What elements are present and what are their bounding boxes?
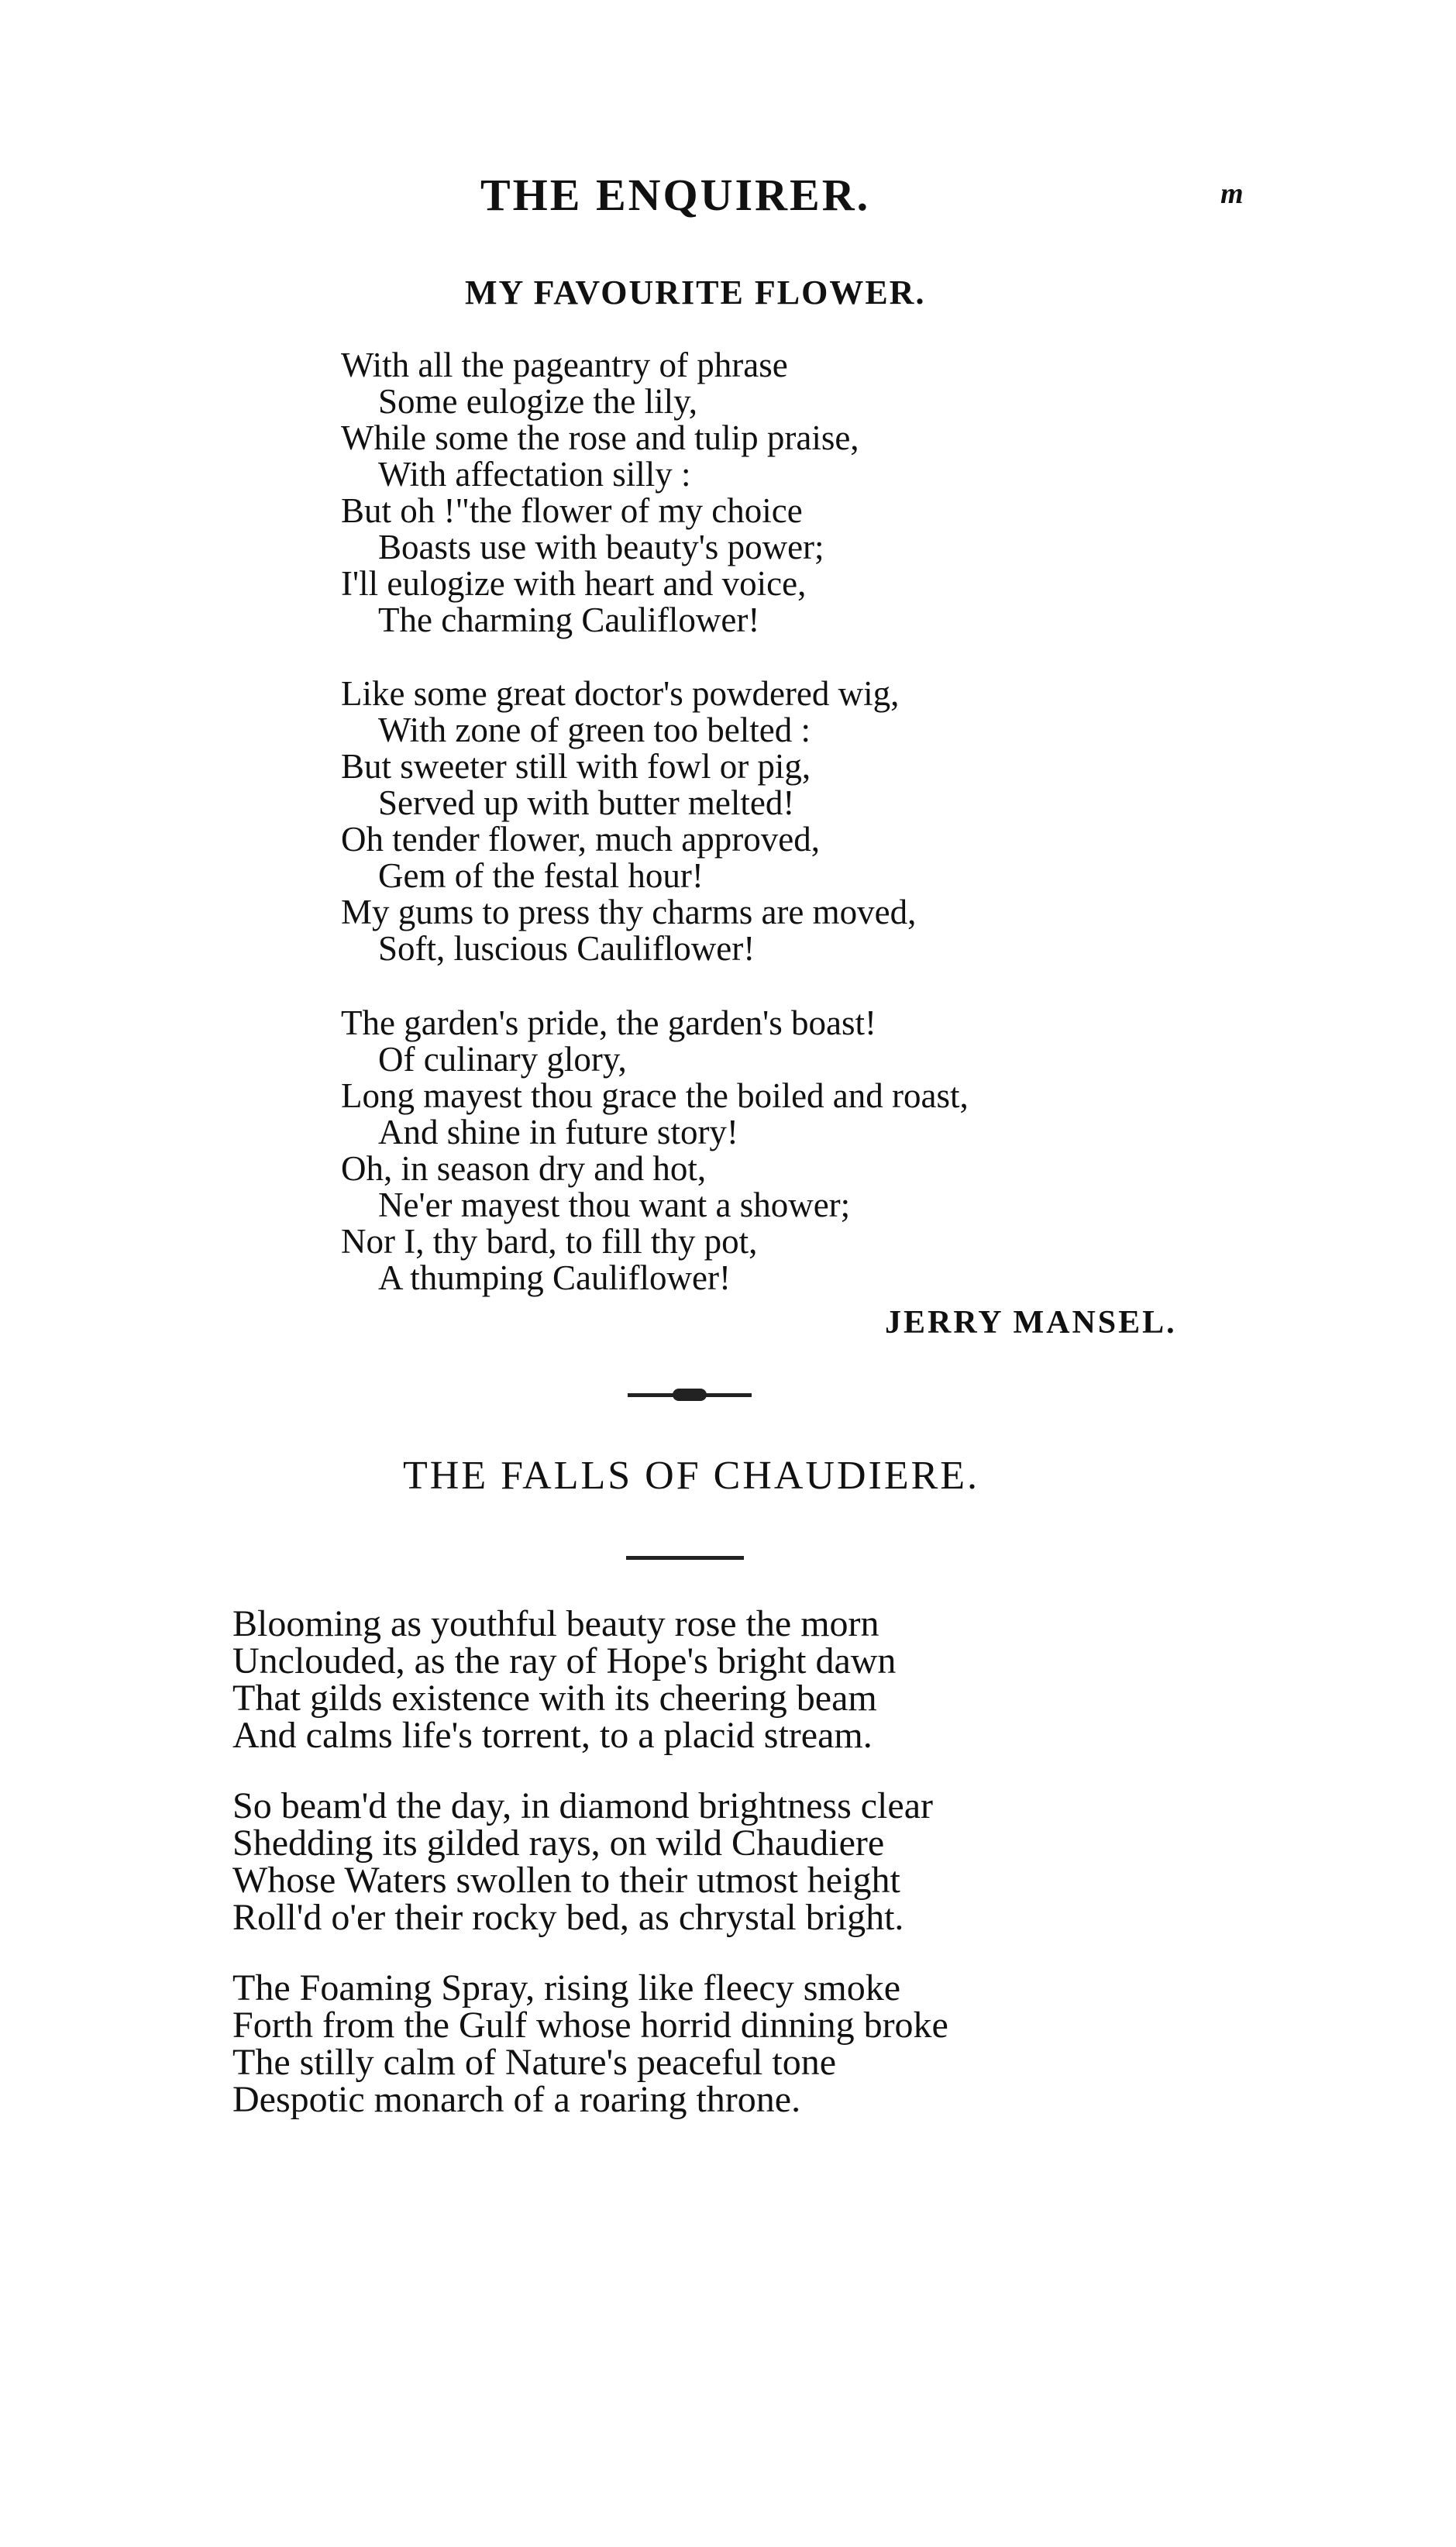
- poem-line: With affectation silly :: [378, 455, 691, 494]
- poem-line: Oh tender flower, much approved,: [341, 820, 820, 859]
- poem-line: Boasts use with beauty's power;: [378, 528, 824, 566]
- poem-line: But oh !"the flower of my choice: [341, 491, 803, 530]
- poem-title-favourite-flower: MY FAVOURITE FLOWER.: [465, 274, 926, 311]
- poem-stanza: [232, 1603, 897, 1756]
- poem-line: Blooming as youthful beauty rose the morn: [232, 1603, 879, 1644]
- poem-line: Served up with butter melted!: [378, 783, 795, 822]
- poem-title-falls-of-chaudiere: THE FALLS OF CHAUDIERE.: [403, 1454, 980, 1498]
- poem-line: That gilds existence with its cheering beam: [232, 1678, 877, 1719]
- poem-line: Like some great doctor's powdered wig,: [341, 674, 900, 713]
- poem-line: And shine in future story!: [378, 1113, 738, 1151]
- poem-line: Of culinary glory,: [378, 1040, 627, 1079]
- poem-line: The garden's pride, the garden's boast!: [341, 1003, 876, 1042]
- poem-line: Unclouded, as the ray of Hope's bright dawn: [232, 1640, 897, 1681]
- poem-stanza: [341, 1005, 969, 1296]
- poem-line: Nor I, thy bard, to fill thy pot,: [341, 1222, 758, 1261]
- poem-line: Soft, luscious Cauliflower!: [378, 929, 756, 968]
- poem-line: My gums to press thy charms are moved,: [341, 893, 917, 931]
- page-number: m: [1220, 177, 1244, 210]
- poem-line: A thumping Cauliflower!: [378, 1258, 731, 1297]
- poem-line: And calms life's torrent, to a placid stream.: [232, 1715, 873, 1756]
- divider-knot: [673, 1389, 707, 1401]
- poem-line: So beam'd the day, in diamond brightness clear: [232, 1785, 933, 1826]
- section-divider-ornament: [628, 1387, 752, 1403]
- poem-line: While some the rose and tulip praise,: [341, 418, 859, 457]
- poem-line: Some eulogize the lily,: [378, 382, 697, 421]
- poem-line: I'll eulogize with heart and voice,: [341, 564, 807, 603]
- poem-line: Oh, in season dry and hot,: [341, 1149, 707, 1188]
- author-signature: JERRY MANSEL.: [885, 1305, 1177, 1341]
- poem-line: The stilly calm of Nature's peaceful tone: [232, 2042, 837, 2083]
- poem-line: Roll'd o'er their rocky bed, as chrystal bright.: [232, 1897, 904, 1938]
- poem-line: But sweeter still with fowl or pig,: [341, 747, 811, 786]
- poem-stanza: [232, 1967, 948, 2120]
- poem-stanza: [341, 676, 916, 967]
- poem-line: With zone of green too belted :: [378, 711, 811, 749]
- poem-line: Forth from the Gulf whose horrid dinning broke: [232, 2005, 948, 2046]
- poem-line: The Foaming Spray, rising like fleecy smoke: [232, 1967, 901, 2008]
- poem-line: Long mayest thou grace the boiled and roast,: [341, 1076, 969, 1115]
- poem-line: Ne'er mayest thou want a shower;: [378, 1186, 851, 1224]
- poem-line: With all the pageantry of phrase: [341, 346, 788, 384]
- poem-line: Whose Waters swollen to their utmost height: [232, 1860, 900, 1901]
- poem-line: Gem of the festal hour!: [378, 856, 704, 895]
- poem-line: Shedding its gilded rays, on wild Chaudiere: [232, 1822, 885, 1864]
- poem-line: The charming Cauliflower!: [378, 601, 760, 639]
- running-head: [0, 155, 1456, 225]
- journal-title: THE ENQUIRER.: [480, 170, 871, 220]
- poem-stanza: [232, 1785, 933, 1938]
- poem-line: Despotic monarch of a roaring throne.: [232, 2079, 801, 2120]
- title-rule: [626, 1556, 744, 1560]
- poem-stanza: [341, 347, 859, 638]
